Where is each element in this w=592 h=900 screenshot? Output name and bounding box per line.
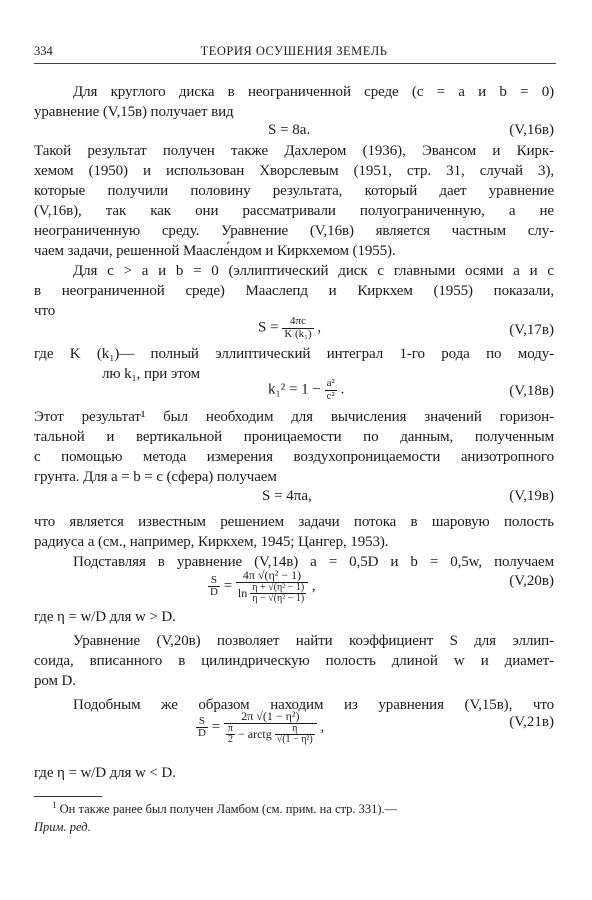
- text-line: соида, вписанного в цилиндрическую полость длиной w и диамет-: [34, 653, 554, 669]
- footnote-note: Прим. ред.: [34, 820, 91, 834]
- equation-v18: [268, 378, 344, 402]
- numerator: a²: [326, 377, 335, 389]
- numerator: 4πc: [290, 315, 306, 327]
- footnote-text: [52, 800, 572, 818]
- lhs-fraction: [208, 575, 220, 599]
- text-line: радиуса a (см., например, Киркхем, 1945; Цангер, 1953).: [34, 534, 389, 550]
- numerator: 2π √(1 − η²): [241, 709, 300, 723]
- header-rule: [34, 63, 556, 64]
- eq-tail: ,: [311, 578, 316, 595]
- text-line: что: [34, 303, 56, 319]
- text-line: Подобным же образом находим из уравнения (V,15в), что: [73, 697, 554, 713]
- text-line: ром D.: [34, 673, 76, 689]
- eq-tail: .: [340, 381, 345, 398]
- equation-label-v18: (V,18в): [509, 383, 554, 399]
- ln-operator: ln: [237, 585, 248, 600]
- equals-sign: =: [223, 578, 233, 595]
- text-line: неограниченную среду. Уравнение (V,16в) является частным слу-: [34, 223, 554, 239]
- denominator: K (k₁): [284, 327, 312, 340]
- text-line: чаем задачи, решенной Маасле́ндом и Киркхемом (1955).: [34, 243, 396, 259]
- numerator: π: [227, 722, 233, 734]
- equation-v17: [258, 316, 321, 340]
- numerator: 4π √(η² − 1): [242, 568, 302, 582]
- main-fraction: [224, 710, 317, 746]
- denominator: [236, 582, 308, 605]
- equation-label-v21: (V,21в): [509, 714, 554, 730]
- text-line: где η = w/D для w > D.: [34, 609, 176, 625]
- numerator: η: [292, 722, 298, 734]
- equation-label-v17: (V,17в): [509, 322, 554, 338]
- text-line: лю k₁, при этом: [102, 366, 200, 382]
- numerator: η + √(η² − 1): [252, 581, 305, 593]
- equation-v19: S = 4πa,: [262, 488, 312, 504]
- equation-label-v20: (V,20в): [509, 573, 554, 589]
- numerator: S: [210, 573, 218, 586]
- fraction: [325, 378, 337, 402]
- page-header: [34, 44, 554, 64]
- text-line: с помощью метода измерения воздухопроницаемости анизотропного: [34, 449, 554, 465]
- text-line: (V,16в), так как они рассматривали полуограниченную, а не: [34, 203, 554, 219]
- text-line: хемом (1950) и использован Хворслевым (1951, стр. 31, случай 3),: [34, 163, 554, 179]
- text-line: в неограниченной среде) Мааслепд и Киркхем (1955) показали,: [34, 283, 554, 299]
- equation-v16: S = 8a.: [268, 122, 311, 138]
- text-line: Подставляя в уравнение (V,14в) a = 0,5D и b = 0,5w, получаем: [73, 554, 554, 570]
- text-line: Такой результат получен также Дахлером (1936), Эвансом и Кирк-: [34, 143, 554, 159]
- text-line: тальной и вертикальной проницаемости по данным, полученным: [34, 429, 554, 445]
- numerator: S: [198, 714, 206, 727]
- denominator: √(1 − η²): [276, 734, 313, 746]
- text-line: где K (k₁)— полный эллиптический интеграл 1-го рода по моду-: [34, 346, 554, 362]
- lhs-fraction: [196, 716, 208, 740]
- inner-fraction: [275, 724, 315, 746]
- text-line: что является известным решением задачи потока в шаровую полость: [34, 514, 554, 530]
- denominator: D: [210, 586, 218, 599]
- text-line: Этот результат¹ был необходим для вычисления значений горизон-: [34, 409, 554, 425]
- fraction: [282, 316, 313, 340]
- footnote-line: Он также ранее был получен Ламбом (см. прим. на стр. 331).—: [59, 802, 398, 816]
- footnote-marker: 1: [52, 799, 57, 810]
- text-line: Уравнение (V,20в) позволяет найти коэффициент S для эллип-: [73, 633, 554, 649]
- text-line: Для c > a и b = 0 (эллиптический диск с главными осями a и c: [73, 263, 554, 279]
- text-line: Для круглого диска в неограниченной среде (c = a и b = 0): [73, 84, 554, 100]
- denominator: D: [198, 727, 206, 740]
- footnote-rule: [34, 796, 102, 797]
- equals-sign: =: [211, 719, 221, 736]
- text-line: которые получили половину результата, который дает уравнение: [34, 183, 554, 199]
- eq-tail: ,: [317, 319, 322, 336]
- denominator: 2: [226, 734, 235, 746]
- equation-v20: [208, 569, 316, 605]
- equation-label-v16: (V,16в): [509, 122, 554, 138]
- eq-lhs: k₁² = 1 −: [268, 381, 321, 398]
- denominator: [224, 723, 317, 746]
- equation-v21: [196, 710, 324, 746]
- pi-half-fraction: [226, 724, 235, 746]
- text-line: уравнение (V,15в) получает вид: [34, 104, 234, 120]
- arctg-operator: − arctg: [237, 726, 272, 741]
- text-line: где η = w/D для w < D.: [34, 765, 176, 781]
- main-fraction: [236, 569, 308, 605]
- eq-tail: ,: [320, 719, 325, 736]
- page-number: 334: [34, 44, 53, 58]
- text-line: грунта. Для a = b = c (сфера) получаем: [34, 469, 277, 485]
- running-title: ТЕОРИЯ ОСУШЕНИЯ ЗЕМЕЛЬ: [200, 44, 388, 58]
- denominator: η − √(η² − 1): [252, 593, 305, 605]
- eq-lhs: S =: [258, 319, 279, 336]
- equation-label-v19: (V,19в): [509, 488, 554, 504]
- inner-fraction: [250, 583, 306, 605]
- denominator: c²: [326, 389, 335, 402]
